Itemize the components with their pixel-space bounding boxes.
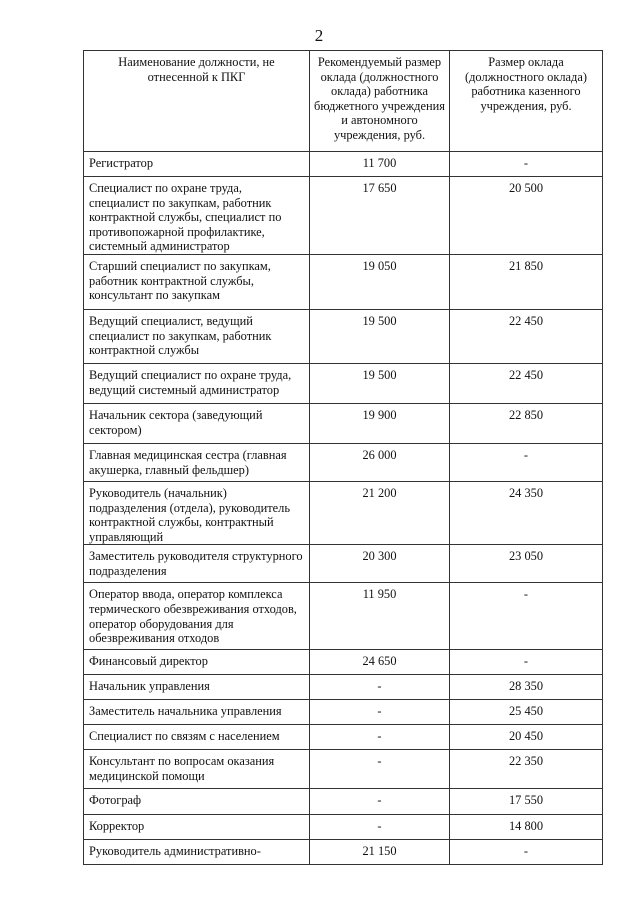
state-salary: 22 850 <box>450 403 603 443</box>
budget-salary: 17 650 <box>310 177 450 255</box>
table-row <box>84 481 603 544</box>
budget-salary: 21 150 <box>310 840 450 865</box>
table-row <box>84 815 603 840</box>
state-salary: 23 050 <box>450 545 603 583</box>
budget-salary: 24 650 <box>310 650 450 675</box>
position-name: Главная медицинская сестра (главная акушерка, главный фельдшер) <box>84 443 310 481</box>
budget-salary: - <box>310 750 450 789</box>
table-row <box>84 840 603 865</box>
table-row <box>84 363 603 403</box>
table-row <box>84 545 603 583</box>
position-name: Ведущий специалист по охране труда, ведущий системный администратор <box>84 363 310 403</box>
position-name: Оператор ввода, оператор комплекса термического обезвреживания отходов, оператор оборудования для обезвреживания отходов <box>84 583 310 650</box>
position-name: Финансовый директор <box>84 650 310 675</box>
table-row <box>84 789 603 815</box>
state-salary: - <box>450 840 603 865</box>
position-name: Регистратор <box>84 152 310 177</box>
position-name: Специалист по охране труда, специалист по закупкам, работник контрактной службы, специалист по противопожарной профилактике, системный администратор <box>84 177 310 255</box>
budget-salary: - <box>310 700 450 725</box>
budget-salary: 19 900 <box>310 403 450 443</box>
position-name: Начальник управления <box>84 675 310 700</box>
table-row <box>84 443 603 481</box>
budget-salary: 19 050 <box>310 254 450 309</box>
budget-salary: 20 300 <box>310 545 450 583</box>
table-row <box>84 309 603 363</box>
header-state-salary: Размер оклада (должностного оклада) работника казенного учреждения, руб. <box>450 51 603 152</box>
position-name: Заместитель начальника управления <box>84 700 310 725</box>
table-row <box>84 750 603 789</box>
position-name: Руководитель административно- <box>84 840 310 865</box>
position-name: Начальник сектора (заведующий сектором) <box>84 403 310 443</box>
table-row <box>84 177 603 255</box>
table-row <box>84 650 603 675</box>
salary-table <box>83 50 603 865</box>
state-salary: 17 550 <box>450 789 603 815</box>
table-row <box>84 675 603 700</box>
position-name: Заместитель руководителя структурного подразделения <box>84 545 310 583</box>
table-row <box>84 700 603 725</box>
state-salary: 21 850 <box>450 254 603 309</box>
state-salary: 14 800 <box>450 815 603 840</box>
position-name: Старший специалист по закупкам, работник контрактной службы, консультант по закупкам <box>84 254 310 309</box>
budget-salary: - <box>310 815 450 840</box>
table-row <box>84 403 603 443</box>
budget-salary: 26 000 <box>310 443 450 481</box>
header-position-name: Наименование должности, не отнесенной к ПКГ <box>84 51 310 152</box>
state-salary: 22 450 <box>450 309 603 363</box>
state-salary: 20 500 <box>450 177 603 255</box>
budget-salary: - <box>310 675 450 700</box>
position-name: Руководитель (начальник) подразделения (отдела), руководитель контрактной службы, контрактный управляющий <box>84 481 310 544</box>
state-salary: 20 450 <box>450 725 603 750</box>
budget-salary: 19 500 <box>310 363 450 403</box>
position-name: Корректор <box>84 815 310 840</box>
position-name: Фотограф <box>84 789 310 815</box>
budget-salary: 11 700 <box>310 152 450 177</box>
table-row <box>84 583 603 650</box>
state-salary: 28 350 <box>450 675 603 700</box>
position-name: Ведущий специалист, ведущий специалист по закупкам, работник контрактной службы <box>84 309 310 363</box>
state-salary: 22 350 <box>450 750 603 789</box>
table-row <box>84 152 603 177</box>
state-salary: 25 450 <box>450 700 603 725</box>
header-budget-salary: Рекомендуемый размер оклада (должностного оклада) работника бюджетного учреждения и автономного учреждения, руб. <box>310 51 450 152</box>
state-salary: - <box>450 443 603 481</box>
table-row <box>84 725 603 750</box>
state-salary: - <box>450 583 603 650</box>
table-header-row <box>84 51 603 152</box>
table-row <box>84 254 603 309</box>
position-name: Консультант по вопросам оказания медицинской помощи <box>84 750 310 789</box>
budget-salary: 21 200 <box>310 481 450 544</box>
state-salary: 24 350 <box>450 481 603 544</box>
budget-salary: 19 500 <box>310 309 450 363</box>
budget-salary: - <box>310 789 450 815</box>
budget-salary: 11 950 <box>310 583 450 650</box>
page-number: 2 <box>314 26 324 45</box>
state-salary: - <box>450 152 603 177</box>
position-name: Специалист по связям с населением <box>84 725 310 750</box>
state-salary: - <box>450 650 603 675</box>
budget-salary: - <box>310 725 450 750</box>
state-salary: 22 450 <box>450 363 603 403</box>
